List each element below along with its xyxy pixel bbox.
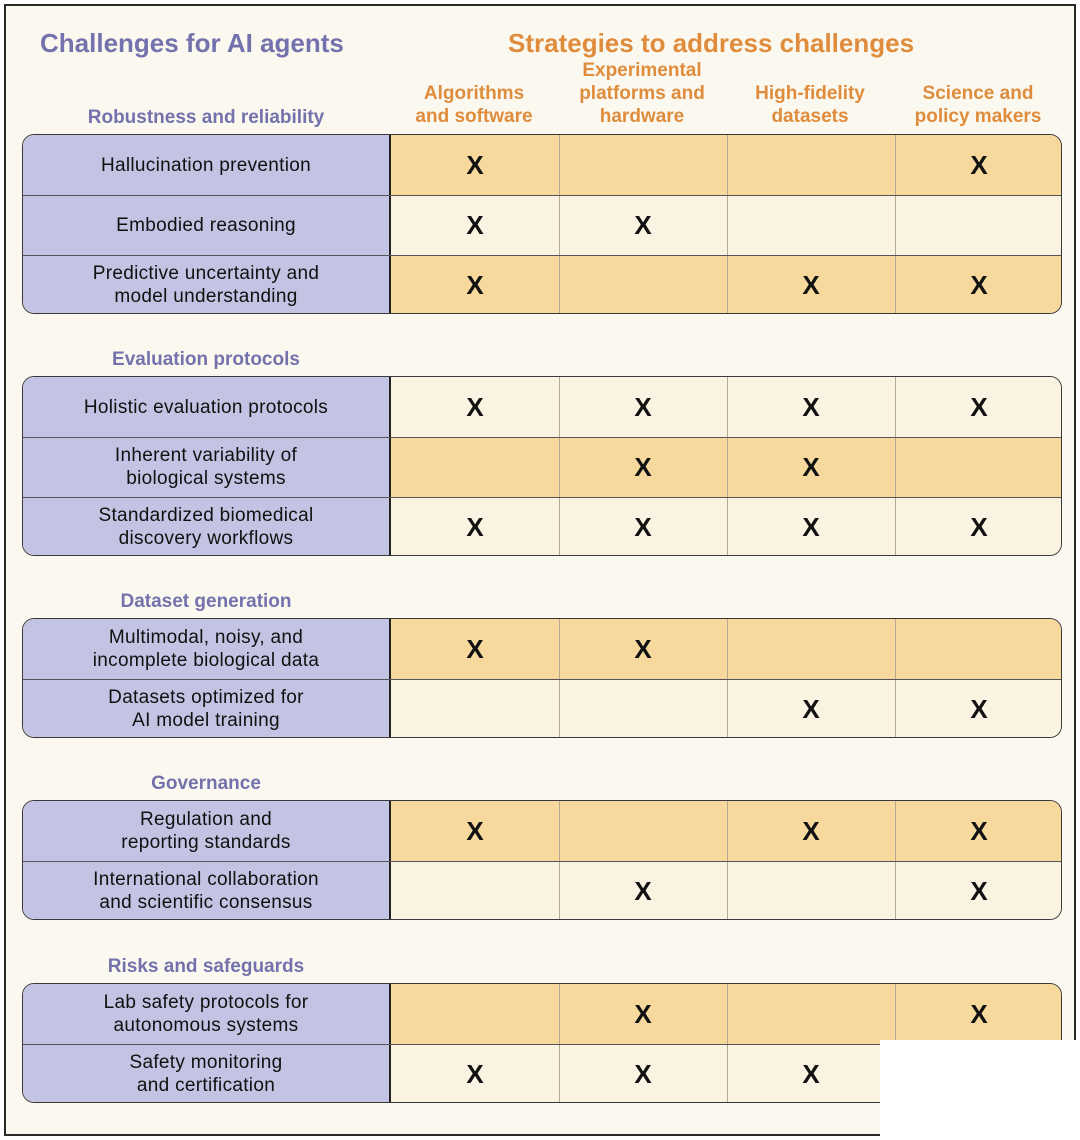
section-title: Risks and safeguards bbox=[107, 956, 305, 977]
challenge-row bbox=[23, 861, 1062, 920]
challenges-heading: Challenges for AI agents bbox=[40, 28, 344, 58]
challenge-label: Regulation and reporting standards bbox=[23, 801, 391, 861]
challenge-label: Predictive uncertainty and model understanding bbox=[23, 255, 391, 314]
challenge-row bbox=[23, 437, 1062, 497]
strategy-mark-cell: X bbox=[802, 451, 820, 482]
challenge-label: Inherent variability of biological systems bbox=[23, 437, 391, 497]
strategy-column-header: Science and policy makers bbox=[914, 83, 1042, 127]
strategy-mark-cell bbox=[391, 861, 559, 920]
strategy-mark-cell bbox=[559, 801, 727, 861]
strategy-mark-cell: X bbox=[634, 875, 652, 906]
strategy-mark-cell bbox=[391, 437, 559, 497]
strategy-mark-cell bbox=[559, 135, 727, 195]
strategy-mark-cell: X bbox=[802, 269, 820, 300]
section-group bbox=[22, 376, 1062, 556]
challenge-row bbox=[23, 135, 1062, 195]
row-separator bbox=[23, 255, 1062, 256]
section-group bbox=[22, 618, 1062, 738]
challenge-row bbox=[23, 984, 1062, 1044]
strategy-mark-cell bbox=[895, 619, 1062, 679]
row-separator bbox=[23, 497, 1062, 498]
row-separator bbox=[23, 861, 1062, 862]
challenge-row bbox=[23, 497, 1062, 556]
strategy-mark-cell: X bbox=[970, 815, 988, 846]
challenge-row bbox=[23, 255, 1062, 314]
figure-frame bbox=[4, 4, 1076, 1136]
strategy-mark-cell: X bbox=[802, 391, 820, 422]
challenge-label: Hallucination prevention bbox=[23, 135, 391, 195]
strategy-mark-cell bbox=[391, 984, 559, 1044]
challenge-label: Standardized biomedical discovery workflows bbox=[23, 497, 391, 556]
watermark-cover bbox=[880, 1040, 1080, 1140]
strategy-mark-cell bbox=[391, 679, 559, 738]
strategy-mark-cell: X bbox=[634, 391, 652, 422]
challenge-label: Multimodal, noisy, and incomplete biological data bbox=[23, 619, 391, 679]
challenge-row bbox=[23, 801, 1062, 861]
challenge-label: Holistic evaluation protocols bbox=[23, 377, 391, 437]
section-title: Dataset generation bbox=[120, 591, 292, 612]
strategy-mark-cell: X bbox=[634, 451, 652, 482]
strategy-mark-cell: X bbox=[970, 269, 988, 300]
challenge-row bbox=[23, 195, 1062, 255]
strategy-mark-cell: X bbox=[634, 633, 652, 664]
strategy-mark-cell: X bbox=[634, 998, 652, 1029]
strategy-mark-cell: X bbox=[802, 693, 820, 724]
strategy-mark-cell: X bbox=[634, 1058, 652, 1089]
strategy-mark-cell: X bbox=[970, 875, 988, 906]
strategy-mark-cell: X bbox=[634, 511, 652, 542]
challenge-label: International collaboration and scientific consensus bbox=[23, 861, 391, 920]
strategy-mark-cell: X bbox=[466, 633, 484, 664]
challenge-row bbox=[23, 377, 1062, 437]
row-separator bbox=[23, 679, 1062, 680]
strategy-mark-cell: X bbox=[970, 511, 988, 542]
strategy-mark-cell bbox=[727, 619, 895, 679]
challenge-label: Embodied reasoning bbox=[23, 195, 391, 255]
strategy-mark-cell: X bbox=[802, 815, 820, 846]
section-title: Governance bbox=[151, 773, 261, 794]
challenge-row bbox=[23, 679, 1062, 738]
strategy-mark-cell: X bbox=[970, 149, 988, 180]
challenge-label: Lab safety protocols for autonomous systems bbox=[23, 984, 391, 1044]
strategy-mark-cell: X bbox=[466, 149, 484, 180]
challenge-label: Datasets optimized for AI model training bbox=[23, 679, 391, 738]
strategy-column-header: Experimental platforms and hardware bbox=[579, 60, 705, 127]
section-group bbox=[22, 134, 1062, 314]
strategy-mark-cell bbox=[727, 135, 895, 195]
challenge-label: Safety monitoring and certification bbox=[23, 1044, 391, 1103]
section-group bbox=[22, 800, 1062, 920]
strategy-mark-cell: X bbox=[466, 511, 484, 542]
strategy-mark-cell: X bbox=[466, 209, 484, 240]
strategy-mark-cell bbox=[727, 861, 895, 920]
row-separator bbox=[23, 195, 1062, 196]
strategy-mark-cell bbox=[727, 195, 895, 255]
strategy-mark-cell: X bbox=[802, 1058, 820, 1089]
strategy-mark-cell bbox=[895, 195, 1062, 255]
strategies-heading: Strategies to address challenges bbox=[508, 28, 915, 58]
strategy-mark-cell bbox=[559, 255, 727, 314]
strategy-mark-cell: X bbox=[970, 998, 988, 1029]
strategy-mark-cell: X bbox=[466, 391, 484, 422]
strategy-mark-cell: X bbox=[466, 815, 484, 846]
row-separator bbox=[23, 437, 1062, 438]
strategy-mark-cell: X bbox=[970, 391, 988, 422]
strategy-mark-cell bbox=[559, 679, 727, 738]
strategy-mark-cell: X bbox=[802, 511, 820, 542]
strategy-mark-cell: X bbox=[970, 693, 988, 724]
strategy-mark-cell: X bbox=[466, 1058, 484, 1089]
strategy-mark-cell: X bbox=[634, 209, 652, 240]
strategy-column-header: Algorithms and software bbox=[415, 83, 533, 127]
section-title: Evaluation protocols bbox=[112, 349, 300, 370]
strategy-mark-cell bbox=[895, 437, 1062, 497]
strategy-column-header: High-fidelity datasets bbox=[755, 83, 865, 127]
strategy-mark-cell bbox=[727, 984, 895, 1044]
section-title: Robustness and reliability bbox=[87, 107, 325, 128]
strategy-mark-cell: X bbox=[466, 269, 484, 300]
challenge-row bbox=[23, 619, 1062, 679]
